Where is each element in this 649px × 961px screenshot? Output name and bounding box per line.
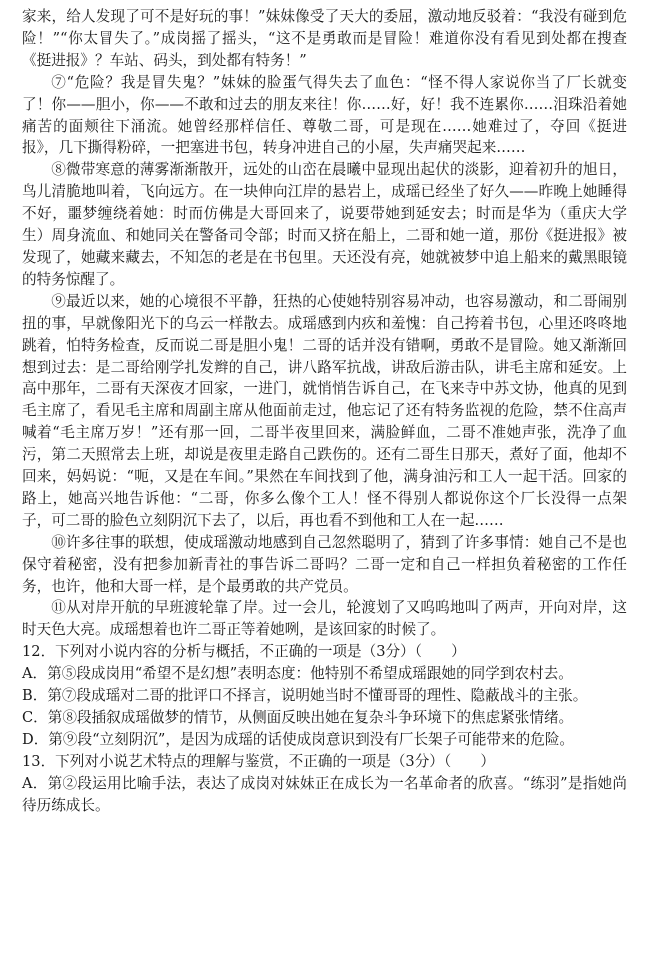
question-13-option-a: A．第②段运用比喻手法，表达了成岗对妹妹正在成长为一名革命者的欣喜。“练羽”是指她尚待历练成长。 (22, 774, 627, 814)
paragraph-10: ⑩许多往事的联想，使成瑶激动地感到自己忽然聪明了，猜到了许多事情：她自己不是也保守着秘密，没有把参加新青社的事告诉二哥吗？二哥一定和自己一样担负着秘密的工作任务，也许，他和大哥一样，是个最勇敢的共产党员。 (22, 533, 627, 595)
question-13 (22, 751, 627, 817)
question-12-option-a: A．第⑤段成岗用“希望不是幻想”表明态度：他特别不希望成瑶跟她的同学到农村去。 (22, 665, 573, 683)
question-12-option-b: B．第⑦段成瑶对二哥的批评口不择言，说明她当时不懂哥哥的理性、隐蔽战斗的主张。 (22, 687, 588, 705)
question-13-stem: 13．下列对小说艺术特点的理解与鉴赏，不正确的一项是（3分）（ ） (22, 752, 495, 770)
paragraph-8: ⑧微带寒意的薄雾渐渐散开，远处的山峦在晨曦中显现出起伏的淡影，迎着初升的旭日，鸟儿清脆地叫着，飞向远方。在一块伸向江岸的悬岩上，成瑶已经坐了好久——昨晚上她睡得不好，噩梦缠绕着她：时而仿佛是大哥回来了，说要带她到延安去；时而是华为（重庆大学生）周身流血、和她同关在警备司令部；时而又挤在船上，二哥和她一道，那份《挺进报》被发现了，她藏来藏去，不知怎的老是在书包里。天还没有亮，她就被梦中追上船来的戴黑眼镜的特务惊醒了。 (22, 161, 627, 288)
question-12-stem: 12．下列对小说内容的分析与概括，不正确的一项是（3分）（ ） (22, 643, 466, 661)
paragraph-11: ⑪从对岸开航的早班渡轮靠了岸。过一会儿，轮渡划了又呜呜地叫了两声，开向对岸，这时天色大亮。成瑶想着也许二哥正等着她咧，是该回家的时候了。 (22, 599, 627, 639)
paragraph-6-continued: 家来，给人发现了可不是好玩的事！”妹妹像受了天大的委屈，激动地反驳着：“我没有碰到危险！”“你太冒失了。”成岗摇了摇头，“这不是勇敢而是冒险！难道你没有看见到处都在搜查《挺进报》？车站、码头，到处都有特务！” (22, 8, 627, 69)
question-12-option-c: C．第⑧段插叙成瑶做梦的情节，从侧面反映出她在复杂斗争环境下的焦虑紧张情绪。 (22, 709, 574, 726)
story-excerpt (22, 6, 627, 641)
paragraph-7: ⑦“危险？我是冒失鬼？”妹妹的脸蛋气得失去了血色：“怪不得人家说你当了厂长就变了！你——胆小，你——不敢和过去的朋友来往！你……好，好！我不连累你……泪珠沿着她痛苦的面颊往下涌流。她曾经那样信任、尊敬二哥，可是现在……她难过了，夺回《挺进报》，几下撕得粉碎，一把塞进书包，转身冲进自己的小屋，失声痛哭起来…… (22, 73, 627, 157)
paragraph-9: ⑨最近以来，她的心境很不平静，狂热的心使她特别容易冲动，也容易激动，和二哥闹别扭的事，早就像阳光下的乌云一样散去。成瑶感到内疚和羞愧：自己挎着书包，心里还咚咚地跳着，怕特务检查，反而说二哥是胆小鬼！二哥的话并没有错啊，勇敢不是冒险。她又渐渐回想到过去：是二哥给刚学扎发辫的自己，讲八路军抗战，讲敌后游击队，讲毛主席和延安。上高中那年，二哥有天深夜才回家，一进门，就悄悄告诉自己，在飞来寺中苏文协，他真的见到毛主席了，看见毛主席和周副主席从他面前走过，他忘记了还有特务监视的危险，禁不住高声喊着“毛主席万岁！”还有那一回，二哥半夜里回来，满脸鲜血，二哥不准她声张，洗净了血污，第二天照常去上班，却说是夜里走路自己跌伤的。还有二哥生日那天，煮好了面，他却不回来，妈妈说：“呃，又是在车间。”果然在车间找到了他，满身油污和工人一起干活。回家的路上，她高兴地告诉他：“二哥，你多么像个工人！怪不得别人都说你这个厂长没得一点架子，可二哥的脸色立刻阴沉下去了，以后，再也看不到他和工人在一起…… (22, 292, 627, 529)
question-12-option-d: D．第⑨段“立刻阴沉”，是因为成瑶的话使成岗意识到没有厂长架子可能带来的危险。 (22, 730, 575, 748)
question-12 (22, 641, 627, 751)
